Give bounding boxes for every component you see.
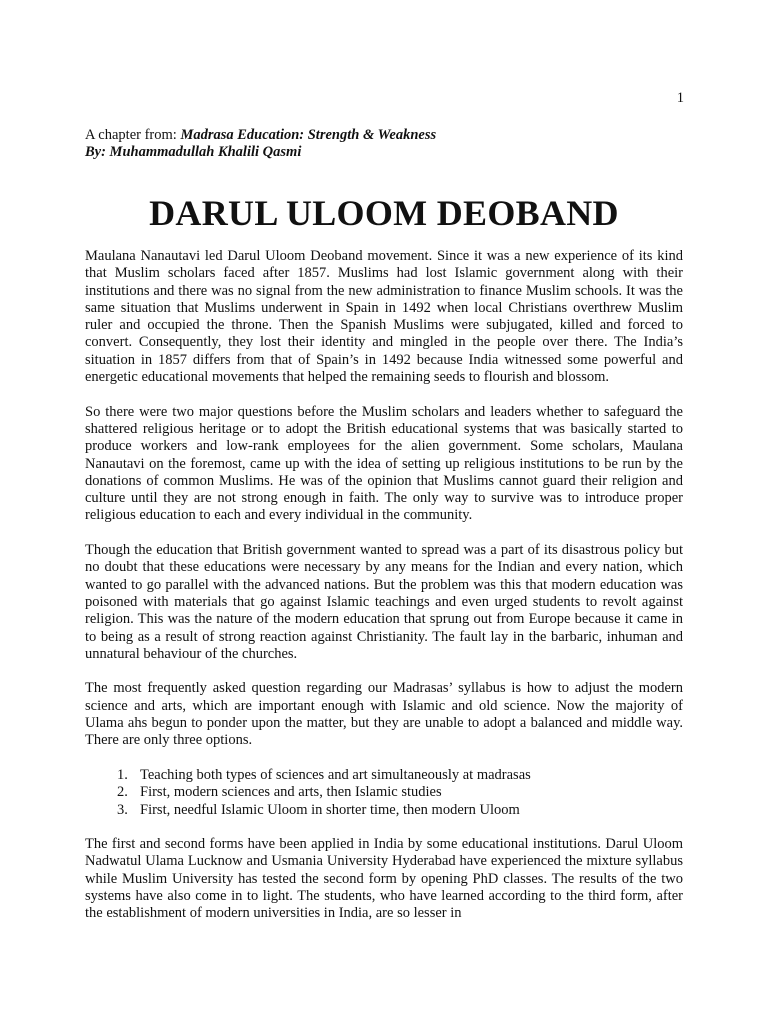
closing-paragraph: The first and second forms have been applied in India by some educational institutions. Darul Uloom Nadwatul Ulama Lucknow and Usmania University Hyderabad have experienced the mixture syllabus while Muslim University has tested the second form by opening PhD classes. The results of the two systems have also come in to light. The students, who have learned according to the third form, after the establishment of modern universities in India, are so lesser in [85,836,683,922]
document-title: DARUL ULOOM DEOBAND [149,193,619,233]
paragraph-4: The most frequently asked question regarding our Madrasas’ syllabus is how to adjust the modern science and arts, which are important enough with Islamic and old science. Now the majority of Ulama ahs begun to ponder upon the matter, but they are unable to adopt a balanced and middle way. There are only three options. [85,680,683,749]
list-item [85,784,683,801]
list-item-number: 2. [117,784,128,801]
page-number: 1 [676,90,684,106]
options-list [85,767,683,819]
list-item [85,802,683,819]
paragraph-3: Though the education that British government wanted to spread was a part of its disastrous policy but no doubt that these educations were necessary by any means for the Indian and every nation, which wanted to go parallel with the advanced nations. But the problem was this that modern education was poisoned with materials that go against Islamic teachings and even urged students to revolt against religion. This was the nature of the modern education that sprung out from Europe because it came in to being as a result of strong reaction against Christianity. The fault lay in the barbaric, inhuman and unnatural behaviour of the churches. [85,542,683,662]
chapter-prefix: A chapter from: [85,127,181,143]
list-item [85,767,683,784]
list-item-number: 3. [117,801,128,818]
book-title: Madrasa Education: Strength & Weakness [180,127,437,143]
document-body [85,248,683,940]
chapter-source-line [85,127,436,144]
paragraph-2: So there were two major questions before the Muslim scholars and leaders whether to safeguard the shattered religious heritage or to adopt the British educational systems that was basically started to produce workers and low-rank employees for the alien government. Some scholars, Maulana Nanautavi on the foremost, came up with the idea of setting up religious institutions to be run by the donations of common Muslims. He was of the opinion that Muslims cannot guard their religion and culture until they are not strong enough in faith. The only way to survive was to introduce proper religious education to each and every individual in the community. [85,403,683,524]
list-item-text: First, modern sciences and arts, then Islamic studies [140,784,442,801]
list-item-text: First, needful Islamic Uloom in shorter time, then modern Uloom [140,801,520,818]
list-item-text: Teaching both types of sciences and art simultaneously at madrasas [140,766,531,783]
chapter-header [85,127,436,161]
paragraph-1: Maulana Nanautavi led Darul Uloom Deoband movement. Since it was a new experience of its kind that Muslim scholars faced after 1857. Muslims had lost Islamic government along with their institutions and there was no signal from the new administration to finance Muslim schools. It was the same situation that Muslims underwent in Spain in 1492 when local Christians overthrew Muslim ruler and occupied the throne. Then the Spanish Muslims were subjugated, killed and forced to convert. Consequently, they lost their identity and mingled in the people over there. The India’s situation in 1857 differs from that of Spain’s in 1492 because India witnessed some powerful and energetic educational movements that helped the remaining seeds to flourish and blossom. [85,248,683,386]
author-line: By: Muhammadullah Khalili Qasmi [85,144,302,160]
list-item-number: 1. [117,766,128,783]
